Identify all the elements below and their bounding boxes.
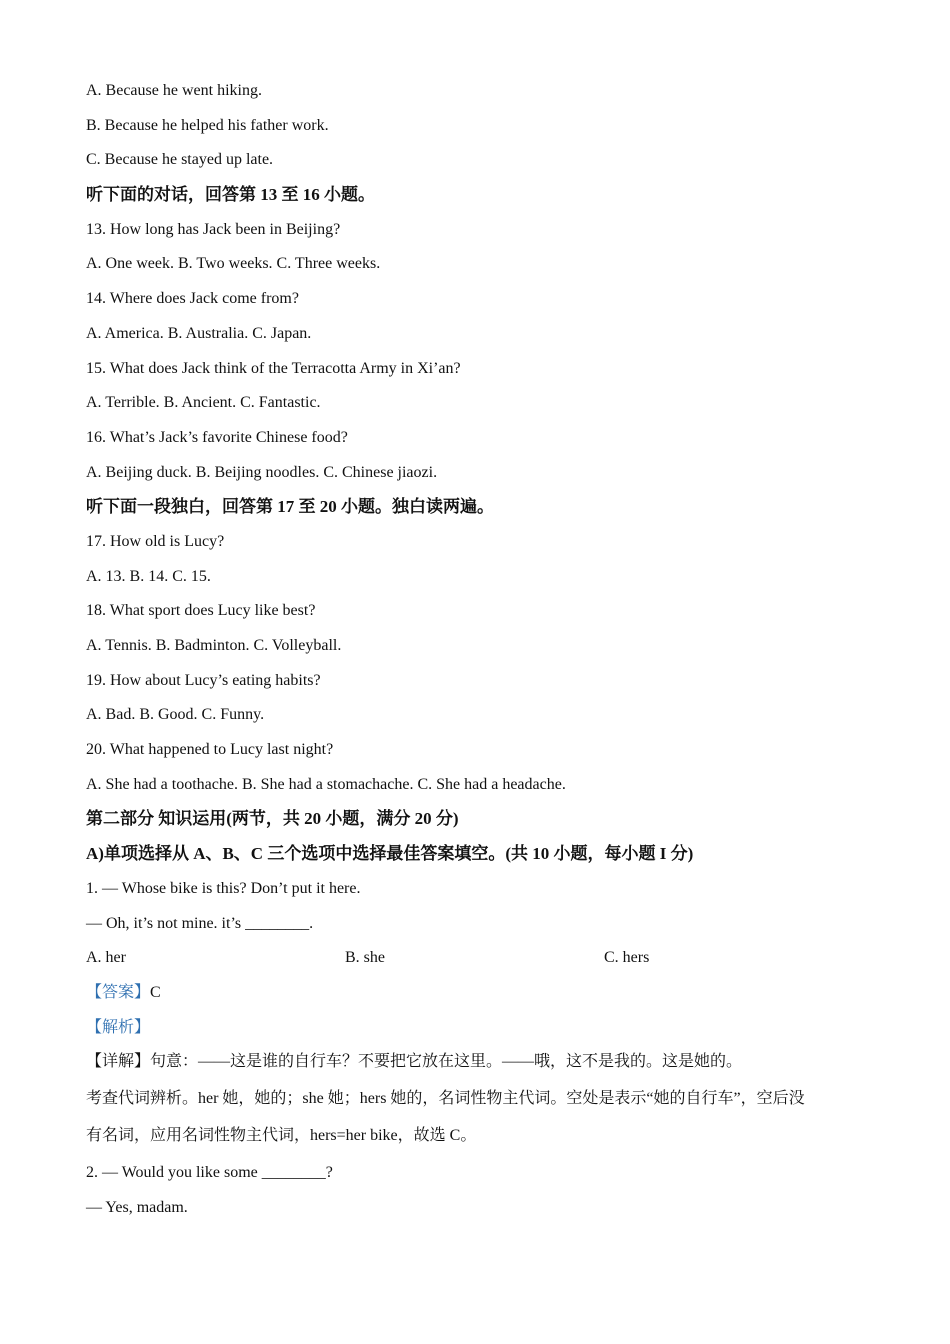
answer-label: 【答案】: [86, 983, 151, 1001]
question-16: 16. What’s Jack’s favorite Chinese food?: [86, 428, 348, 446]
single-choice-heading: A)单项选择从 A、B、C 三个选项中选择最佳答案填空。(共 10 小题，每小题 I 分): [86, 844, 694, 864]
mc1-question: 1. — Whose bike is this? Don’t put it here.: [86, 879, 361, 897]
q12-option-b: B. Because he helped his father work.: [86, 116, 329, 134]
mc1-option-a: A. her: [86, 949, 126, 967]
mc1-options: [86, 945, 866, 980]
q12-option-a: A. Because he went hiking.: [86, 82, 262, 99]
section-heading-17-20: 听下面一段独白，回答第 17 至 20 小题。独白读两遍。: [86, 497, 494, 517]
question-13-options: A. One week. B. Two weeks. C. Three weeks.: [86, 255, 381, 273]
analysis-label: 【解析】: [86, 1018, 151, 1036]
question-17: 17. How old is Lucy?: [86, 532, 225, 550]
question-15: 15. What does Jack think of the Terracotta Army in Xi’an?: [86, 359, 461, 377]
detail-line-2: 考查代词辨析。her 她，她的；she 她；hers 她的，名词性物主代词。空处是表示“她的自行车”，空后没: [86, 1090, 805, 1108]
mc2-reply: — Yes, madam.: [86, 1198, 188, 1216]
mc1-reply: — Oh, it’s not mine. it’s ________.: [86, 914, 314, 932]
part-two-heading: 第二部分 知识运用(两节，共 20 小题，满分 20 分): [86, 809, 459, 829]
q12-option-c: C. Because he stayed up late.: [86, 151, 274, 169]
detail-line-1: [86, 1049, 866, 1086]
question-17-options: A. 13. B. 14. C. 15.: [86, 567, 211, 585]
question-15-options: A. Terrible. B. Ancient. C. Fantastic.: [86, 394, 321, 412]
mc2-question: 2. — Would you like some ________?: [86, 1164, 333, 1182]
answer-line: [86, 980, 866, 1015]
question-14: 14. Where does Jack come from?: [86, 290, 299, 308]
question-18-options: A. Tennis. B. Badminton. C. Volleyball.: [86, 637, 342, 654]
detail-line-3: 有名词，应用名词性物主代词，hers=her bike，故选 C。: [86, 1127, 477, 1145]
question-19: 19. How about Lucy’s eating habits?: [86, 671, 321, 689]
section-heading-13-16: 听下面的对话，回答第 13 至 16 小题。: [86, 185, 375, 205]
question-16-options: A. Beijing duck. B. Beijing noodles. C. Chinese jiaozi.: [86, 463, 438, 481]
question-18: 18. What sport does Lucy like best?: [86, 602, 316, 620]
detail-label: 【详解】: [86, 1053, 151, 1071]
question-20: 20. What happened to Lucy last night?: [86, 741, 334, 759]
question-13: 13. How long has Jack been in Beijing?: [86, 220, 341, 238]
detail-text-1: 句意：——这是谁的自行车？不要把它放在这里。——哦，这不是我的。这是她的。: [150, 1053, 743, 1071]
document-page: [86, 78, 866, 1230]
question-19-options: A. Bad. B. Good. C. Funny.: [86, 706, 265, 724]
question-20-options: A. She had a toothache. B. She had a stomachache. C. She had a headache.: [86, 775, 566, 793]
question-14-options: A. America. B. Australia. C. Japan.: [86, 324, 312, 342]
answer-value: C: [150, 983, 161, 1001]
mc1-option-c: C. hers: [604, 949, 650, 967]
mc1-option-b: B. she: [345, 949, 385, 967]
